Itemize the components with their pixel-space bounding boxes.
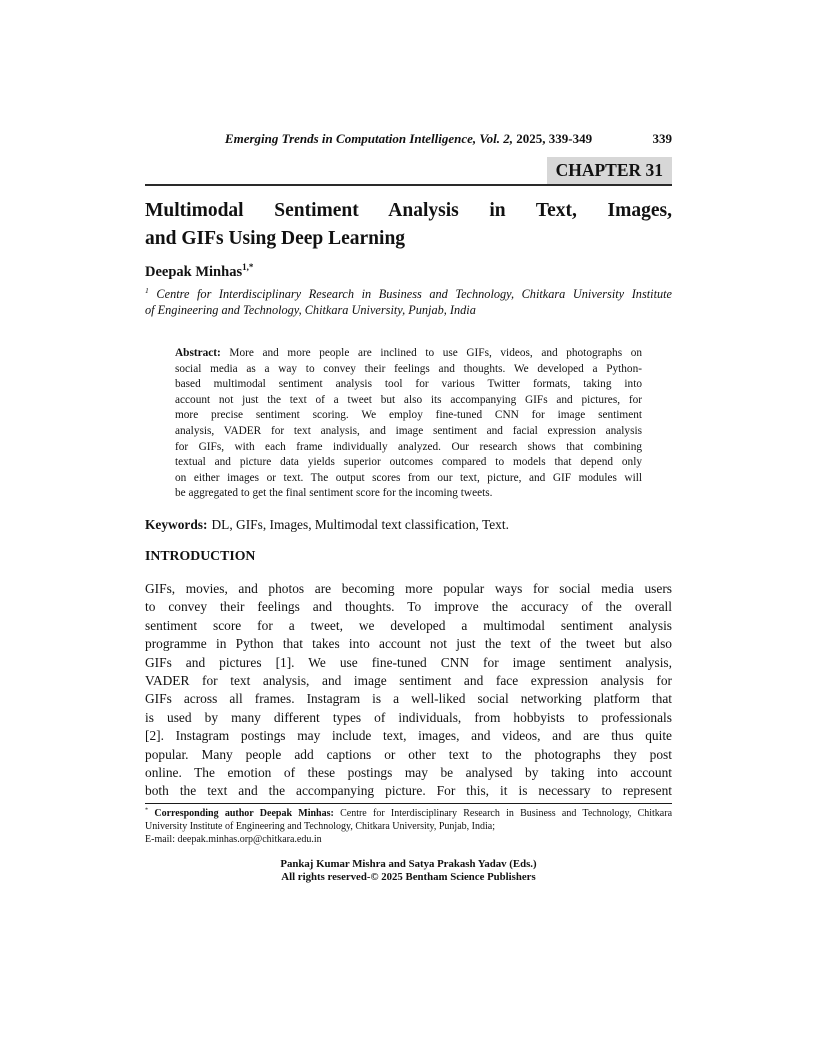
text-line: Multimodal Sentiment Analysis in Text, Images, <box>145 200 672 221</box>
chapter-badge: CHAPTER 31 <box>547 157 672 184</box>
text-line: $^1$ Centre for Interdisciplinary Research in Business and Technology, Chitkara University Institute <box>145 285 673 301</box>
text-line: * Corresponding author Deepak Minhas: Centre for Interdisciplinary Research in Business and Technology, Chitkara <box>145 806 673 819</box>
page-content <box>145 131 672 884</box>
text-line: [2]. Instagram postings may include text, images, and videos, and are thus quite <box>145 728 672 744</box>
text-line: to convey their feelings and thoughts. To improve the accuracy of the overall <box>145 599 672 615</box>
introduction-paragraph <box>145 580 672 801</box>
text-line: University Institute of Engineering and Technology, Chitkara University, Punjab, India; <box>145 820 495 832</box>
running-header-journal: Emerging Trends in Computation Intelligence, Vol. 2, <box>224 131 513 146</box>
author-affiliation-marker: 1,* <box>242 262 254 273</box>
text-line: popular. Many people add captions or other text to the photographs they post <box>145 746 672 762</box>
abstract-paragraph <box>175 346 642 502</box>
running-header-volume-info: 2025, 339-349 <box>516 131 593 146</box>
text-line: be aggregated to get the final sentiment score for the incoming tweets. <box>175 487 493 500</box>
text-line: account not just the text of a tweet but also its accompanying GIFs and pictures, for <box>175 393 642 406</box>
text-line: GIFs, movies, and photos are becoming more popular ways for social media users <box>145 580 672 596</box>
editors-line: Pankaj Kumar Mishra and Satya Prakash Yadav (Eds.) <box>280 857 537 870</box>
chapter-title <box>145 197 672 253</box>
text-line: programme in Python that takes into account not just the text of the tweet but also <box>145 636 672 652</box>
text-line: GIFs and pictures [1]. We use fine-tuned CNN for image sentiment analysis, <box>145 654 672 670</box>
text-line: and GIFs Using Deep Learning <box>145 228 406 249</box>
keywords-text: DL, GIFs, Images, Multimodal text classification, Text. <box>211 516 509 532</box>
section-heading-introduction: INTRODUCTION <box>145 547 256 563</box>
text-line: sentiment score for a tweet, we developed a multimodal sentiment analysis <box>145 617 672 633</box>
header-rule <box>145 184 672 186</box>
keywords-line <box>145 516 672 533</box>
chapter-badge-row <box>145 157 672 184</box>
text-line: E-mail: deepak.minhas.orp@chitkara.edu.in <box>145 833 322 845</box>
footnote-rule <box>145 803 672 804</box>
page-number: 339 <box>652 131 672 146</box>
corresponding-author-footnote <box>145 807 672 846</box>
text-line: more precise sentiment scoring. We employ fine-tuned CNN for image sentiment <box>175 409 642 422</box>
author-name-text: Deepak Minhas <box>145 264 243 280</box>
text-line: on either images or text. The output scores from our text, picture, and GIF modules will <box>175 471 642 484</box>
text-line: of Engineering and Technology, Chitkara University, Punjab, India <box>145 302 476 317</box>
text-line: textual and picture data yields superior outcomes compared to models that depend only <box>175 456 642 469</box>
keywords-label: Keywords: <box>145 516 208 532</box>
text-line: GIFs across all frames. Instagram is a well-liked social networking platform that <box>145 691 672 707</box>
text-line: social media as a way to convey their feelings and thoughts. We developed a Python- <box>175 362 642 375</box>
publisher-info <box>145 858 672 884</box>
running-header <box>145 131 672 147</box>
rights-line: All rights reserved-© 2025 Bentham Science Publishers <box>281 870 536 883</box>
text-line: Abstract: More and more people are inclined to use GIFs, videos, and photographs on <box>175 347 642 359</box>
text-line: both the text and the accompanying picture. For this, it is necessary to represent <box>145 783 672 799</box>
text-line: online. The emotion of these postings may be analysed by taking into account <box>145 765 672 780</box>
text-line: is used by many different types of individuals, from hobbyists to professionals <box>145 709 672 725</box>
text-line: analysis, VADER for text analysis, and image sentiment and facial expression analysis <box>175 424 642 437</box>
text-line: based multimodal sentiment analysis tool for various Twitter formats, taking into <box>175 378 642 391</box>
author-name <box>145 263 672 281</box>
text-line: VADER for text analysis, and image sentiment and face expression analysis for <box>145 672 672 688</box>
text-line: for GIFs, with each frame individually analyzed. Our research shows that combining <box>175 440 642 453</box>
author-affiliation <box>145 287 672 318</box>
